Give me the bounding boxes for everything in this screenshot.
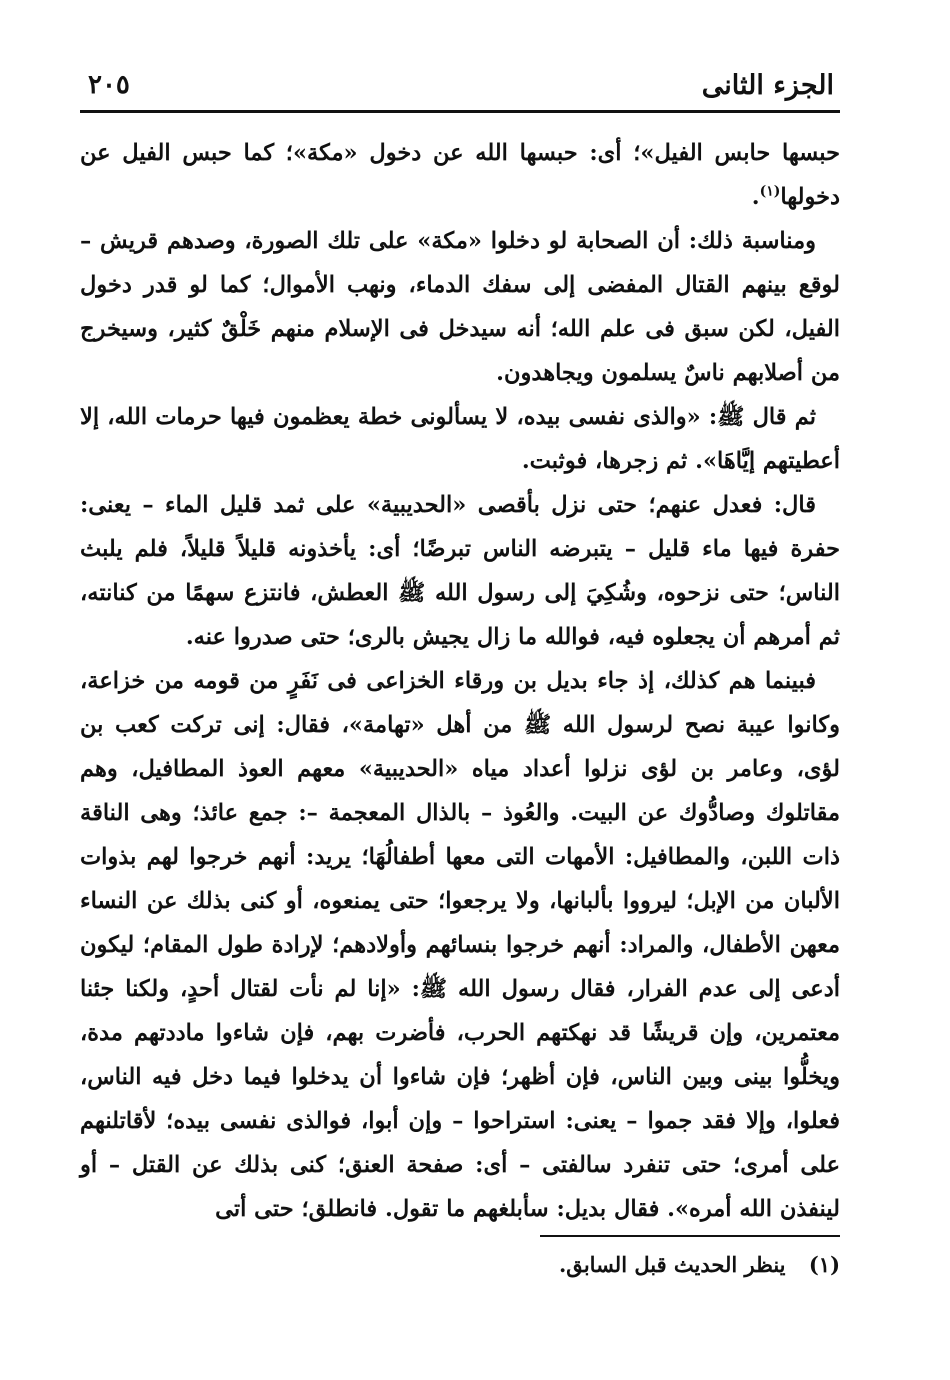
- running-title: الجزء الثانى: [701, 70, 834, 101]
- paragraph: [80, 219, 840, 395]
- footnote-separator: [540, 1235, 840, 1237]
- footnote-text: ينظر الحديث قبل السابق.: [559, 1252, 786, 1277]
- paragraph: [80, 659, 840, 1231]
- paragraph-text: حبسها حابس الفيل»؛ أى: حبسها الله عن دخول «مكة»؛ كما حبس الفيل عن دخولها: [80, 140, 840, 210]
- paragraph: [80, 483, 840, 659]
- footnote-number: (١): [808, 1252, 840, 1277]
- paragraph: [80, 131, 840, 219]
- paragraph-text: ومناسبة ذلك: أن الصحابة لو دخلوا «مكة» على تلك الصورة، وصدهم قريش – لوقع بينهم القتال المفضى إلى سفك الدماء، ونهب الأموال؛ كما لو قدر دخول الفيل، لكن سبق فى علم الله؛ أنه سيدخل فى الإسلام منهم خَلْقٌ كثير، وسيخرج من أصلابهم ناسٌ يسلمون ويجاهدون.: [80, 228, 840, 386]
- paragraph-text: فبينما هم كذلك، إذ جاء بديل بن ورقاء الخزاعى فى نَفَرٍ من قومه من خزاعة، وكانوا عيبة نصح لرسول الله ﷺ من أهل «تهامة»، فقال: إنى تركت كعب بن لؤى، وعامر بن لؤى نزلوا أعداد مياه «الحديبية» معهم العوذ المطافيل، وهم مقاتلوك وصادُّوك عن البيت. والعُوذ – بالذال المعجمة –: جمع عائذ؛ وهى الناقة ذات اللبن، والمطافيل: الأمهات التى معها أطفالُهَا؛ يريد: أنهم خرجوا لهم بذوات الألبان من الإبل؛ ليرووا بألبانها، ولا يرجعوا؛ حتى يمنعوه، أو كنى بذلك عن النساء معهن الأطفال، والمراد: أنهم خرجوا بنسائهم وأولادهم؛ لإرادة طول المقام؛ ليكون أدعى إلى عدم الفرار، فقال رسول الله ﷺ: «إنا لم نأت لقتال أحدٍ، ولكنا جئنا معتمرين، وإن قريشًا قد نهكتهم الحرب، فأضرت بهم، فإن شاءوا ماددتهم مدة، ويخلُّوا بينى وبين الناس، فإن أظهر؛ فإن شاءوا أن يدخلوا فيما دخل فيه الناس، فعلوا، وإلا فقد جموا – يعنى: استراحوا – وإن أبوا، فوالذى نفسى بيده؛ لأقاتلنهم على أمرى؛ حتى تنفرد سالفتى – أى: صفحة العنق؛ كنى بذلك عن القتل – أو لينفذن الله أمره». فقال بديل: سأبلغهم ما تقول. فانطلق؛ حتى أتى: [80, 668, 840, 1222]
- footnote-reference: (١): [759, 183, 781, 200]
- book-page: [80, 62, 840, 1362]
- paragraph-text: ثم قال ﷺ: «والذى نفسى بيده، لا يسألونى خطة يعظمون فيها حرمات الله، إلا أعطيتهم إيَّاهَا». ثم زجرها، فوثبت.: [80, 404, 840, 474]
- page-number: ٢٠٥: [88, 70, 130, 100]
- main-text: [80, 131, 840, 1231]
- page-header: [80, 62, 840, 113]
- paragraph-tail: .: [751, 184, 760, 210]
- footnote: [559, 1252, 840, 1277]
- paragraph-text: قال: فعدل عنهم؛ حتى نزل بأقصى «الحديبية» على ثمد قليل الماء – يعنى: حفرة فيها ماء قليل – يتبرضه الناس تبرضًا؛ أى: يأخذونه قليلاً قليلاً، فلم يلبث الناس؛ حتى نزحوه، وشُكِيَ إلى رسول الله ﷺ العطش، فانتزع سهمًا من كنانته، ثم أمرهم أن يجعلوه فيه، فوالله ما زال يجيش بالرى؛ حتى صدروا عنه.: [80, 492, 840, 650]
- paragraph: [80, 395, 840, 483]
